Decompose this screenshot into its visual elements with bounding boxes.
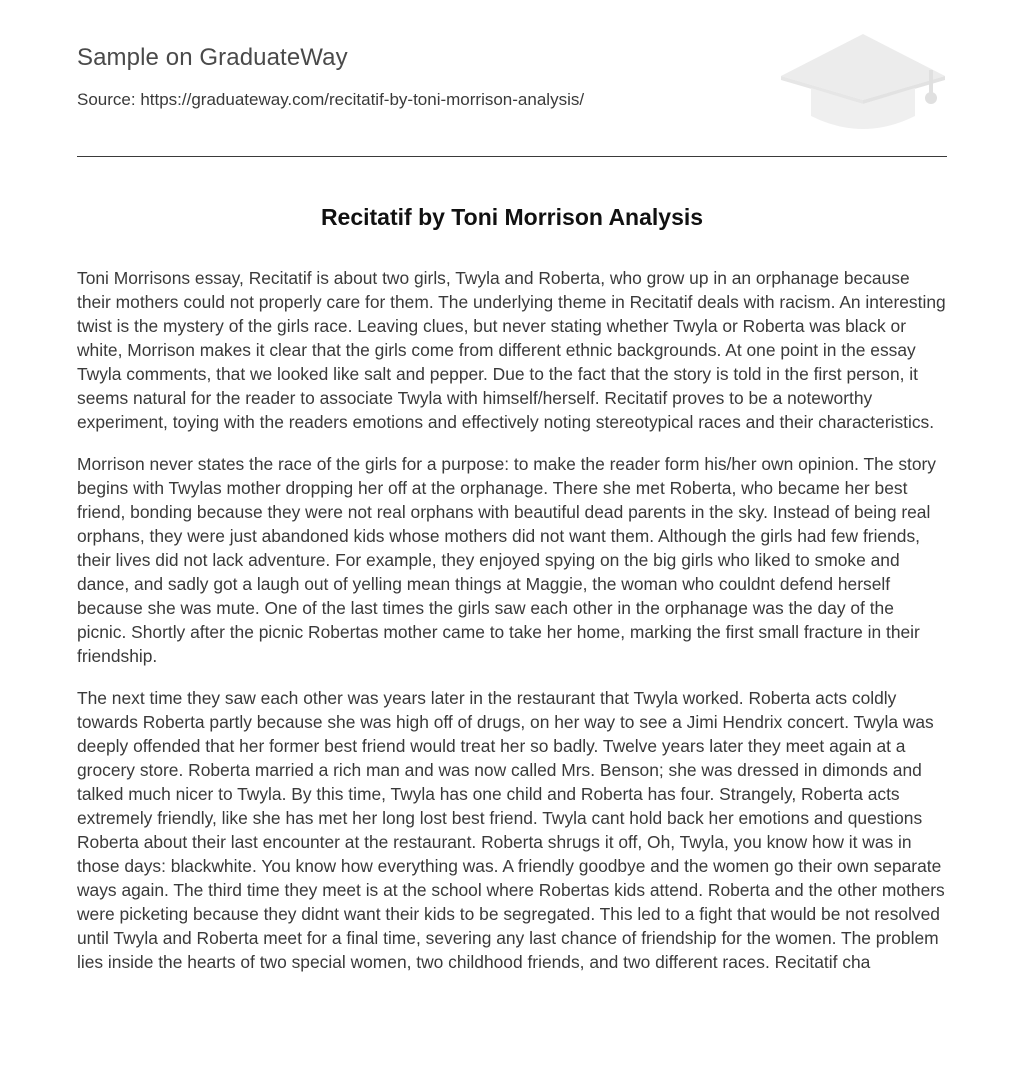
site-name: Sample on GraduateWay [77, 44, 348, 71]
article-paragraph: Morrison never states the race of the girls for a purpose: to make the reader form his/her own opinion. The story begins with Twylas mother dropping her off at the orphanage. There she met Roberta, who became her best friend, bonding because they were not real orphans with beautiful dead parents in the sky. Instead of being real orphans, they were just abandoned kids whose mothers did not want them. Although the girls had few friends, their lives did not lack adventure. For example, they enjoyed spying on the big girls who liked to smoke and dance, and sadly got a laugh out of yelling mean things at Maggie, the woman who couldnt defend herself because she was mute. One of the last times the girls saw each other in the orphanage was the day of the picnic. Shortly after the picnic Robertas mother came to take her home, marking the first small fracture in their friendship. [77, 454, 937, 666]
article-paragraph: The next time they saw each other was years later in the restaurant that Twyla worked. Roberta acts coldly towards Roberta partly because she was high off of drugs, on her way to see a Jimi Hendrix concert. Twyla was deeply offended that her former best friend would treat her so badly. Twelve years later they meet again at a grocery store. Roberta married a rich man and was now called Mrs. Benson; she was dressed in dimonds and talked much nicer to Twyla. By this time, Twyla has one child and Roberta has four. Strangely, Roberta acts extremely friendly, like she has met her long lost best friend. Twyla cant hold back her emotions and questions Roberta about their last encounter at the restaurant. Roberta shrugs it off, Oh, Twyla, you know how it was in those days: blackwhite. You know how everything was. A friendly goodbye and the women go their own separate ways again. The third time they meet is at the school where Robertas kids attend. Roberta and the other mothers were picketing because they didnt want their kids to be segregated. This led to a fight that would be not resolved until Twyla and Roberta meet for a final time, severing any last chance of friendship for the women. The problem lies inside the hearts of two special women, two childhood friends, and two different races. Recitatif cha [77, 688, 945, 972]
source-line [77, 90, 584, 110]
page [77, 0, 947, 972]
document-title: Recitatif by Toni Morrison Analysis [320, 204, 704, 230]
graduation-cap-icon [779, 30, 947, 134]
source-label: Source: [77, 90, 136, 109]
article-body [77, 266, 947, 992]
source-link[interactable]: https://graduateway.com/recitatif-by-toni-morrison-analysis/ [140, 90, 585, 109]
page-header [77, 0, 947, 157]
article-paragraph: Toni Morrisons essay, Recitatif is about two girls, Twyla and Roberta, who grow up in an orphanage because their mothers could not properly care for them. The underlying theme in Recitatif deals with racism. An interesting twist is the mystery of the girls race. Leaving clues, but never stating whether Twyla or Roberta was black or white, Morrison makes it clear that the girls come from different ethnic backgrounds. At one point in the essay Twyla comments, that we looked like salt and pepper. Due to the fact that the story is told in the first person, it seems natural for the reader to associate Twyla with himself/herself. Recitatif proves to be a noteworthy experiment, toying with the readers emotions and effectively noting stereotypical races and their characteristics. [77, 268, 946, 432]
